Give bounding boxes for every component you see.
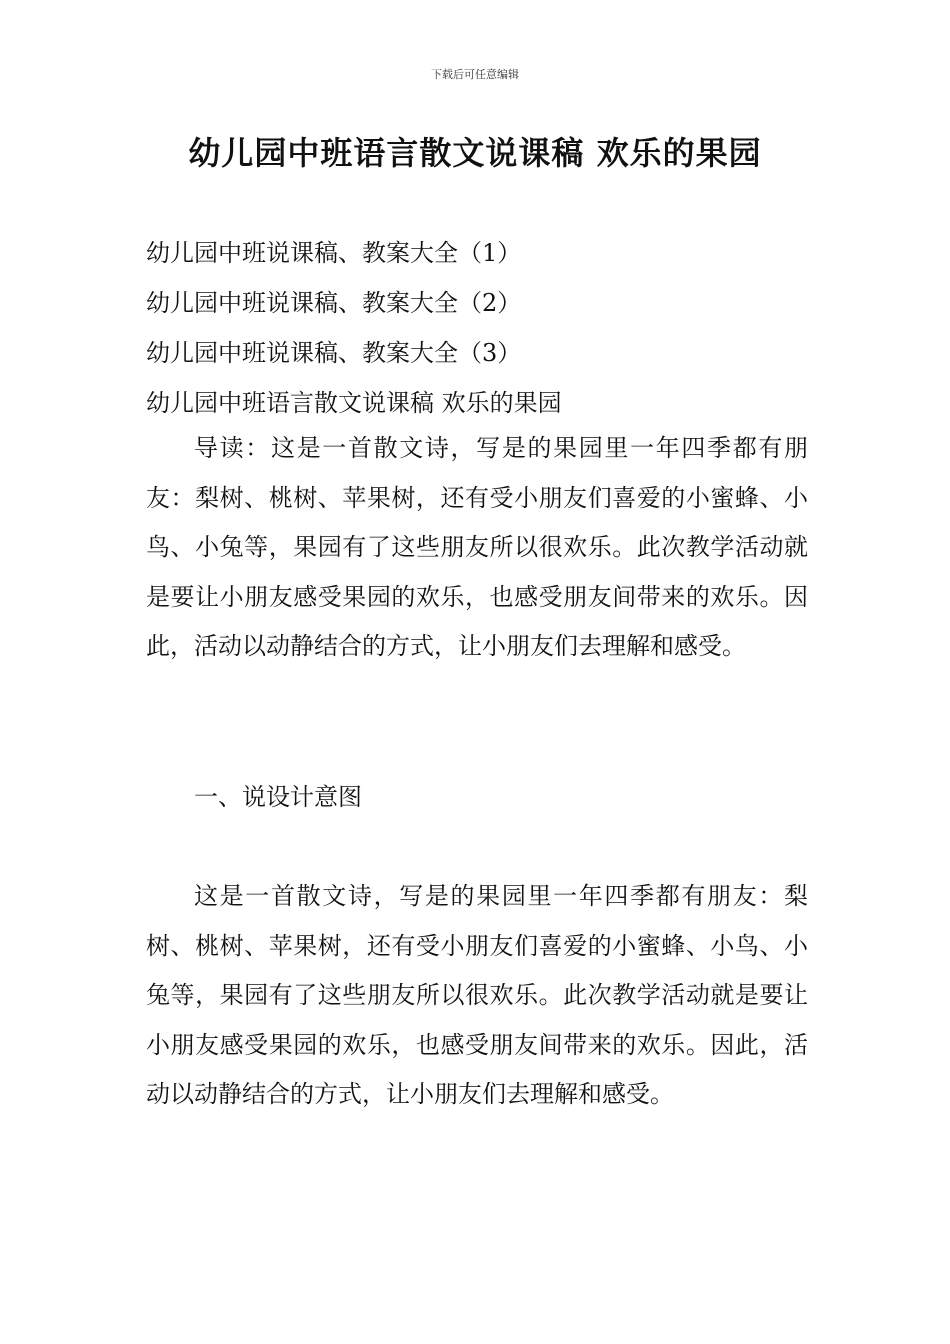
toc-item: 幼儿园中班说课稿、教案大全（3）: [146, 339, 522, 367]
intro-paragraph: 导读：这是一首散文诗，写是的果园里一年四季都有朋友：梨树、桃树、苹果树，还有受小朋友们喜爱的小蜜蜂、小鸟、小兔等，果园有了这些朋友所以很欢乐。此次教学活动就是要让小朋友感受果园的欢乐，也感受朋友间带来的欢乐。因此，活动以动静结合的方式，让小朋友们去理解和感受。: [146, 434, 808, 660]
section-paragraph: 这是一首散文诗，写是的果园里一年四季都有朋友：梨树、桃树、苹果树，还有受小朋友们喜爱的小蜜蜂、小鸟、小兔等，果园有了这些朋友所以很欢乐。此次教学活动就是要让小朋友感受果园的欢乐，也感受朋友间带来的欢乐。因此，活动以动静结合的方式，让小朋友们去理解和感受。: [146, 882, 808, 1108]
toc-item: 幼儿园中班说课稿、教案大全（2）: [146, 289, 522, 317]
section-heading: 一、说设计意图: [194, 783, 362, 811]
toc-item: 幼儿园中班语言散文说课稿 欢乐的果园: [146, 389, 562, 417]
header-note: 下载后可任意编辑: [431, 68, 519, 81]
toc-list: [146, 228, 826, 428]
document-title: 幼儿园中班语言散文说课稿 欢乐的果园: [188, 134, 762, 172]
toc-item: 幼儿园中班说课稿、教案大全（1）: [146, 239, 522, 267]
